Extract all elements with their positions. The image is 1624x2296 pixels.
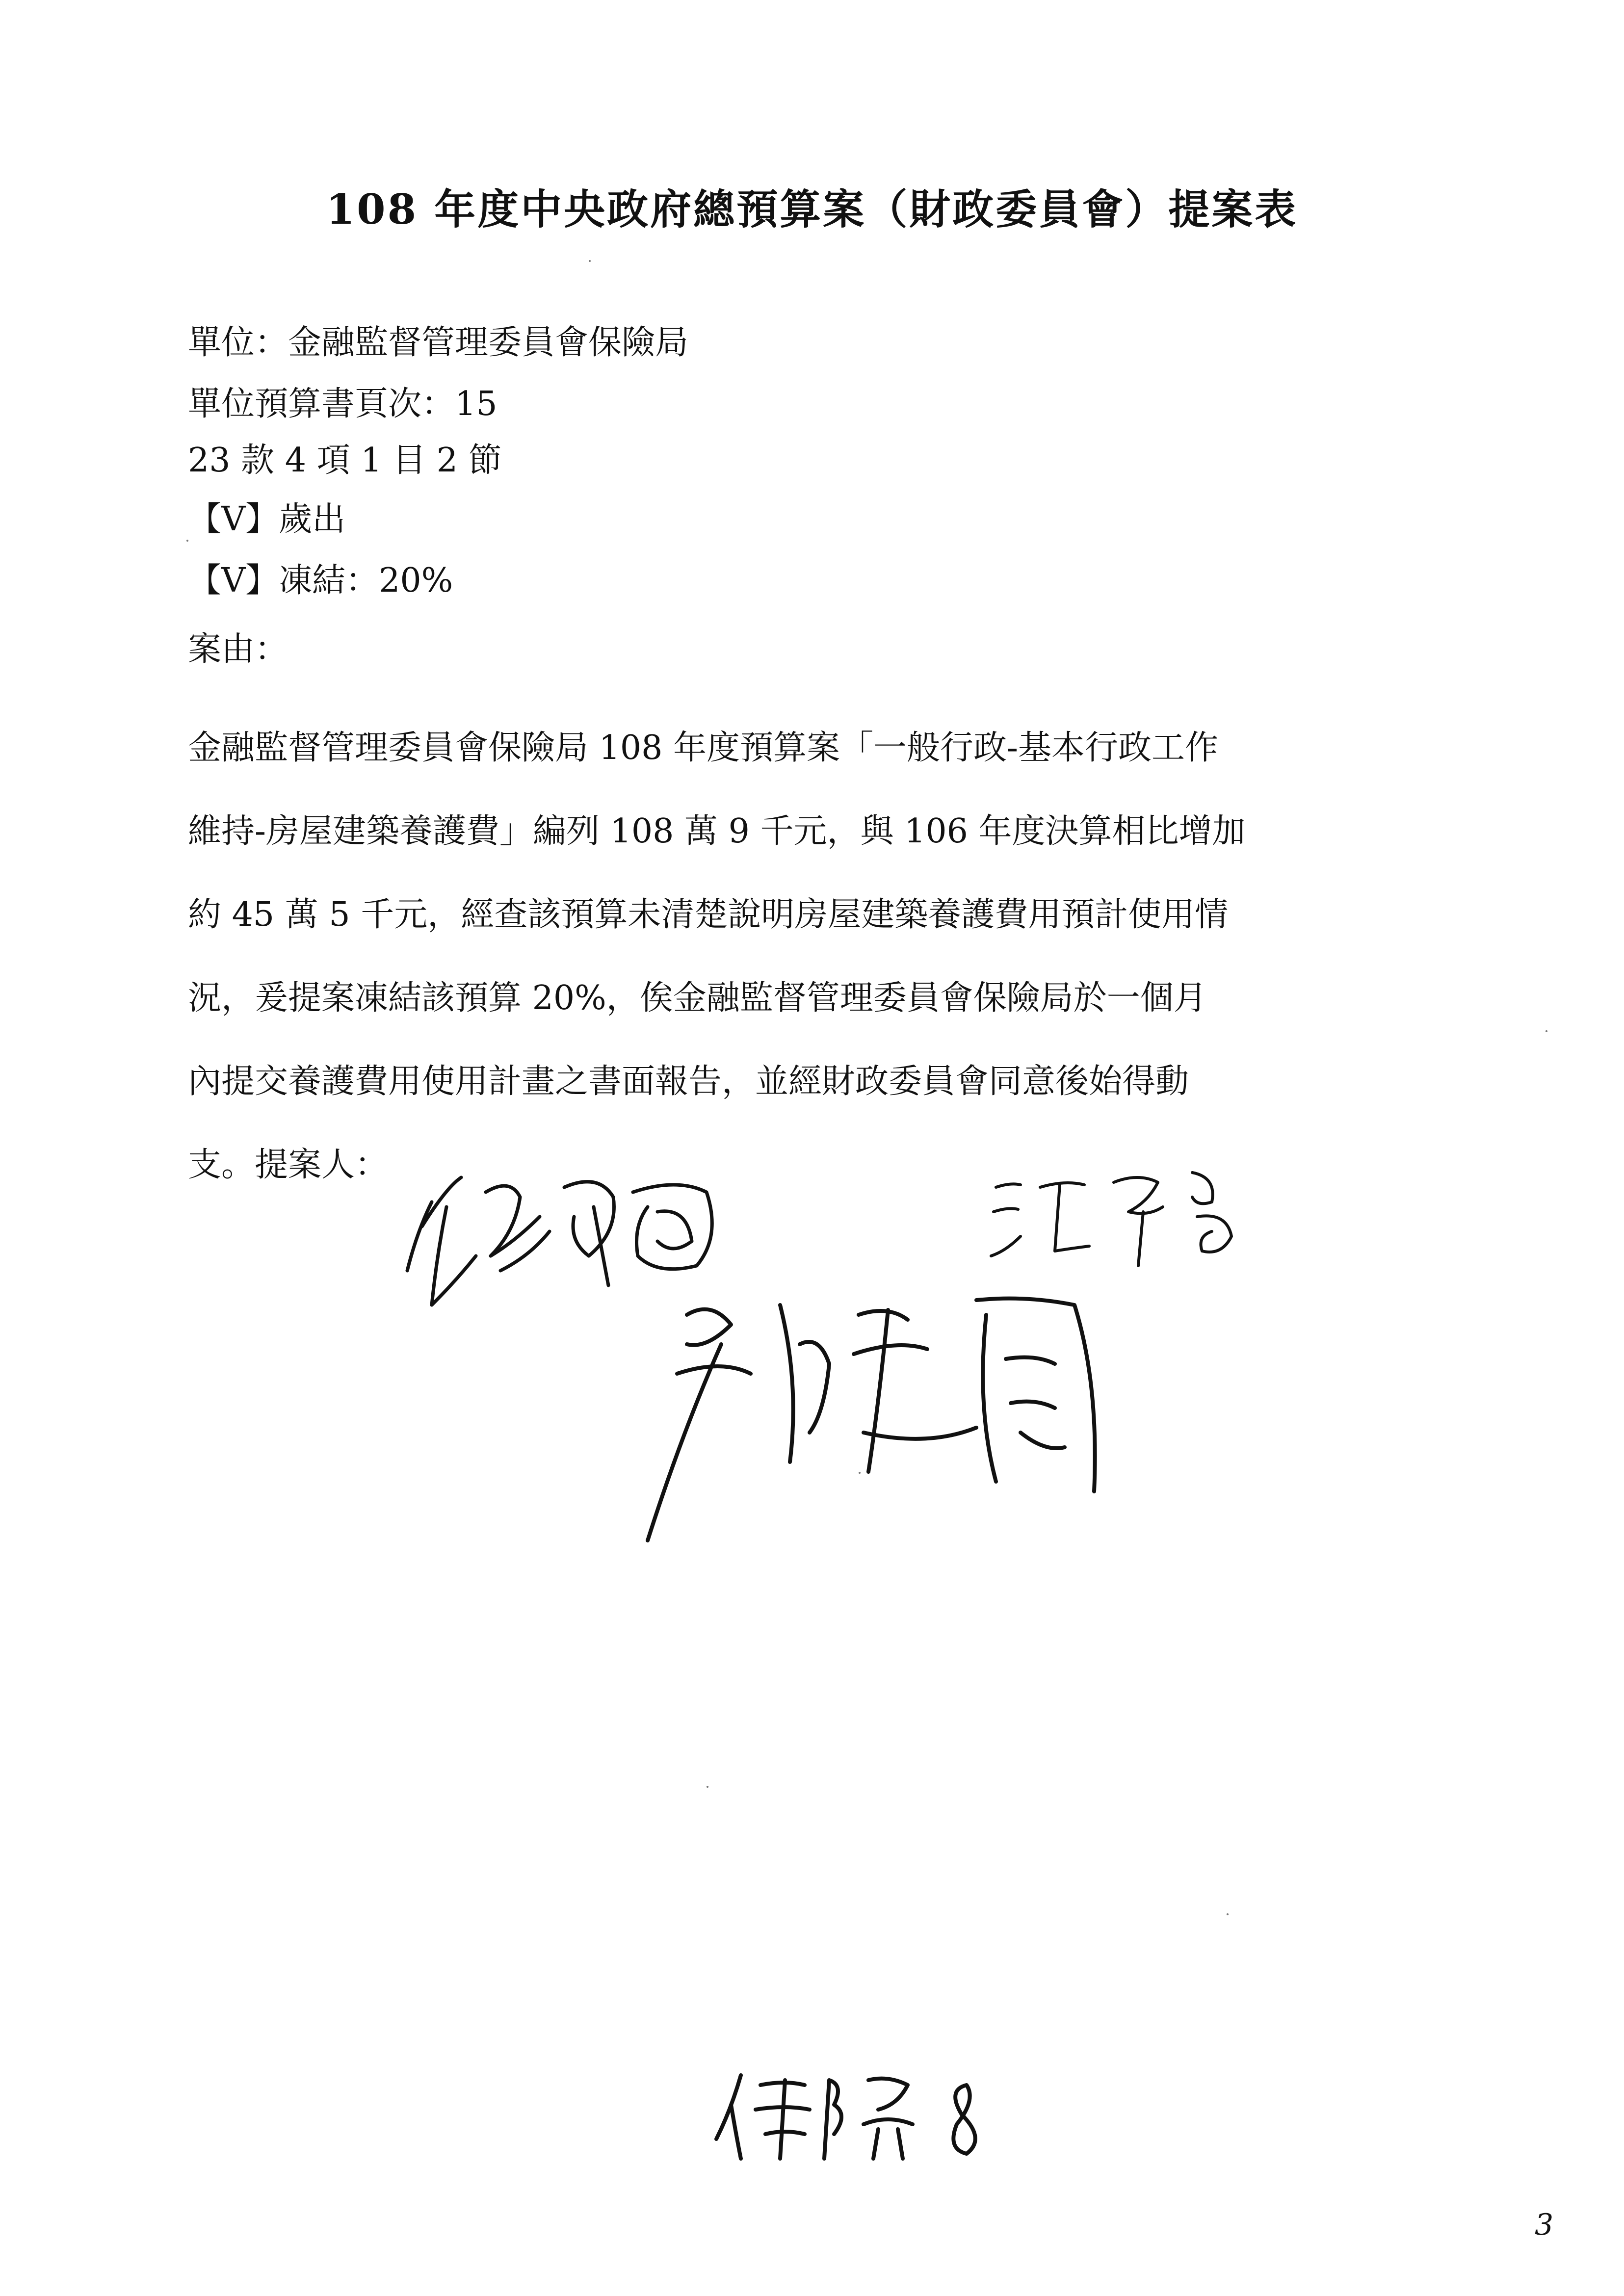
- scan-speck: [186, 540, 188, 542]
- budget-page-line: 單位預算書頁次：15: [188, 385, 498, 423]
- case-body: 金融監督管理委員會保險局 108 年度預算案「一般行政-基本行政工作 維持-房屋建築養護費」編列 108 萬 9 千元，與 106 年度決算相比增加 約 45 萬 5 千元，經查該預算未清楚說明房屋建築養護費用預計使用情 況，爰提案凍結該預算 20%，俟金融監督管理委員會保險局於一個月 內提交養護費用使用計畫之書面報告，並經財政委員會同意後始得動 支。提案人：: [188, 729, 1246, 1184]
- expenditure-checkbox-line: 【V】歲出: [188, 500, 346, 539]
- handwritten-stamp-note: [711, 2065, 1016, 2164]
- signature-jiang-yongchang: [986, 1158, 1281, 1280]
- scan-speck: [1227, 1913, 1229, 1915]
- unit-line: 單位：金融監督管理委員會保險局: [188, 323, 689, 362]
- freeze-checkbox-line: 【V】凍結：20%: [188, 561, 453, 600]
- scan-speck: [859, 1472, 861, 1474]
- page-number: 3: [1535, 2208, 1554, 2242]
- scan-speck: [1545, 1030, 1547, 1032]
- scan-speck: [707, 1786, 708, 1788]
- scan-speck: [589, 260, 591, 262]
- signature-liu-jianguo: [633, 1285, 1124, 1560]
- document-title: 108 年度中央政府總預算案（財政委員會）提案表: [326, 185, 1298, 234]
- classification-line: 23 款 4 項 1 目 2 節: [188, 441, 502, 480]
- case-label: 案由：: [188, 630, 288, 669]
